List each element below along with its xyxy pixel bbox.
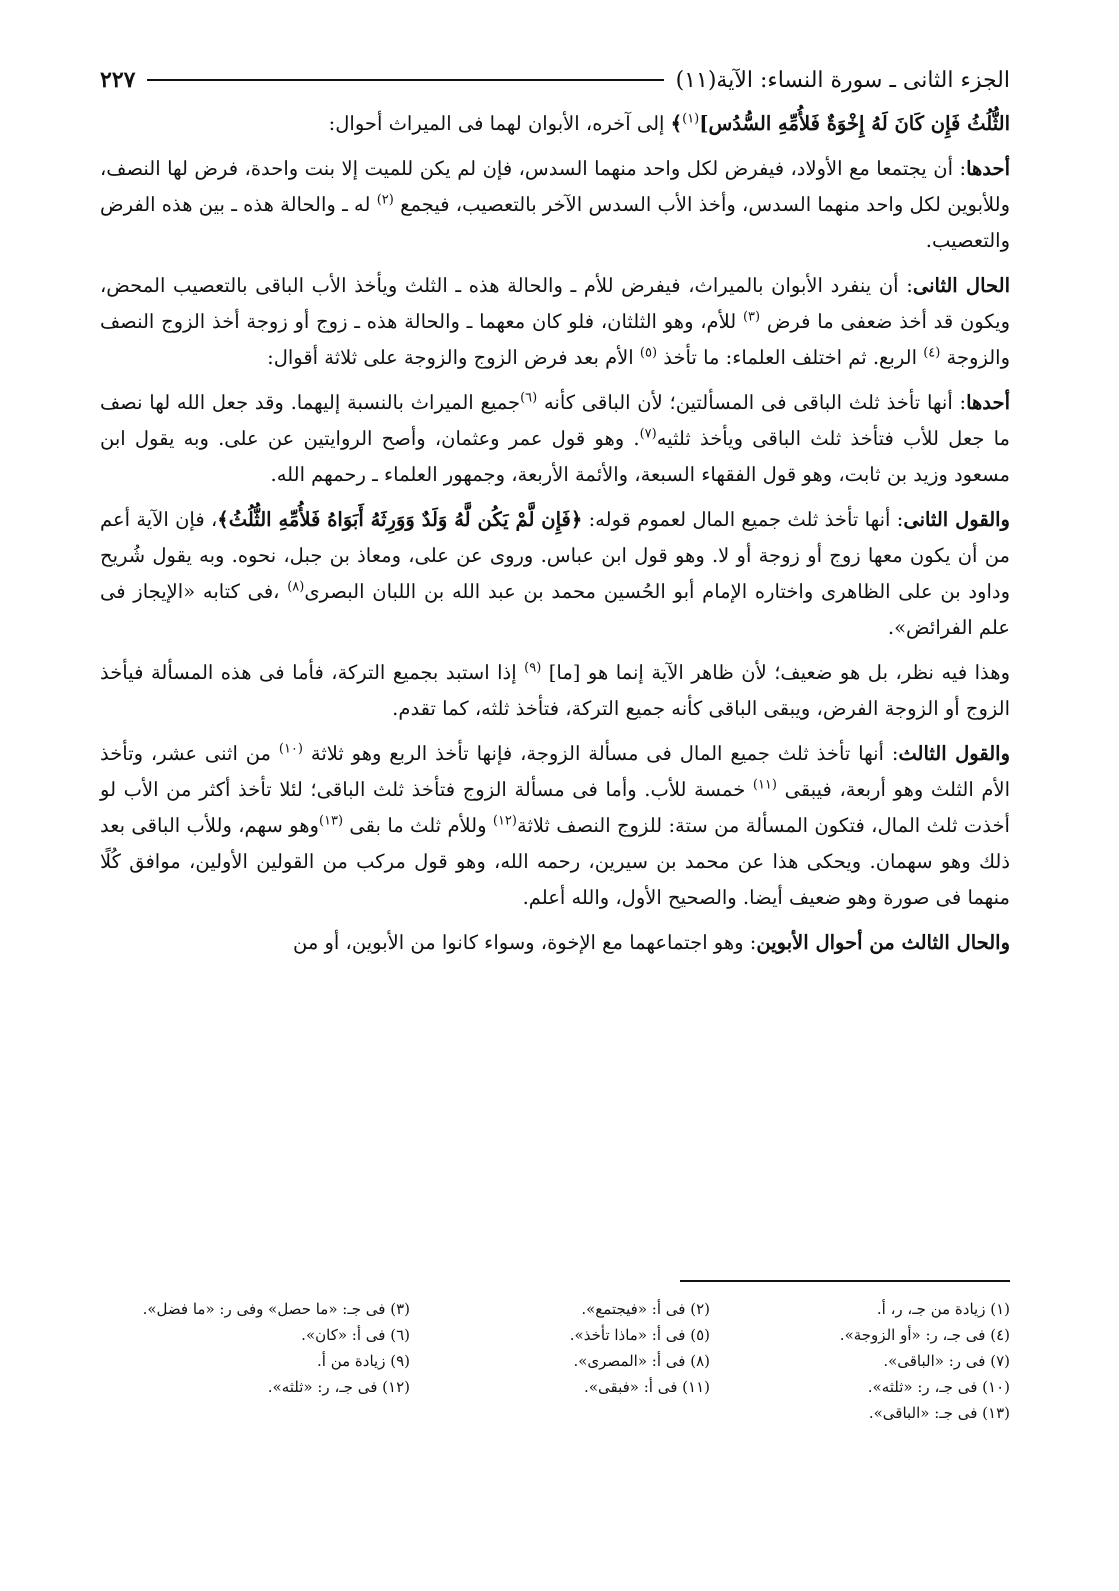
footnote: (٧) فى ر: «الباقى». xyxy=(883,1352,1010,1370)
paragraph-opinion-one xyxy=(100,385,1010,493)
paragraph-text: ، فإن الآية أعم من أن يكون معها زوج أو زوجة أو لا. وهو قول ابن عباس. وروى عن على، ومعاذ بن جبل، نحوه. وبه يقول شُريح وداود بن على الظاهرى واختاره الإمام أبو الحُسين محمد بن عبد الله بن اللبان البصرى xyxy=(100,508,1010,603)
page-number: ٢٢٧ xyxy=(100,67,136,93)
footnote-ref: (١١) xyxy=(752,777,777,793)
paragraph-text: . وهو قول عمر وعثمان، وأصح الروايتين عن على. وبه يقول ابن مسعود وزيد بن ثابت، وهو قول الفقهاء السبعة، والأئمة الأربعة، وجمهور العلماء ـ رحمهم الله. xyxy=(100,427,1010,486)
footnote-ref: (١٣) xyxy=(318,813,344,829)
footnote: (٣) فى جـ: «ما حصل» وفى ر: «ما فضل». xyxy=(142,1300,410,1318)
paragraph-text: وهذا فيه نظر، بل هو ضعيف؛ لأن ظاهر الآية إنما هو [ما] xyxy=(541,661,1010,684)
footnote-ref: (١) xyxy=(682,111,700,127)
footnote: (٩) زيادة من أ. xyxy=(317,1352,410,1370)
paragraph-text: الأم بعد فرض الزوج والزوجة على ثلاثة أقوال: xyxy=(267,346,640,369)
paragraph-verse-continuation xyxy=(100,106,1010,142)
footnote-ref: (١٠) xyxy=(278,741,303,757)
footnote: (٥) فى أ: «ماذا تأخذ». xyxy=(569,1326,710,1344)
paragraph-text: : وهو اجتماعهما مع الإخوة، وسواء كانوا من الأبوين، أو من xyxy=(293,931,757,954)
paragraph-text: للأم، وهو الثلثان، فلو كان معهما ـ والحالة هذه ـ زوج أو زوجة أخذ الزوج النصف والزوجة xyxy=(100,310,1010,369)
footnote: (٨) فى أ: «المصرى». xyxy=(573,1352,710,1370)
footnote: (٢) فى أ: «فيجتمع». xyxy=(581,1300,710,1318)
footnote-ref: (١٢) xyxy=(492,813,517,829)
paragraph-text: وللأم ثلث ما بقى xyxy=(343,814,493,837)
footnote-ref: (٤) xyxy=(923,345,941,361)
paragraph-critique xyxy=(100,655,1010,727)
quran-verse: الثُّلُثُ فَإِن كَانَ لَهُ إِخْوَةٌ فَلأُمِّهِ السُّدُس] xyxy=(699,112,1010,135)
paragraph-text: : أن يجتمعا مع الأولاد، فيفرض لكل واحد منهما السدس، فإن لم يكن للميت إلا بنت واحدة، فرض لها النصف، وللأبوين لكل واحد منهما السدس، وأخذ الأب السدس الآخر بالتعصيب، فيجمع xyxy=(100,157,1011,216)
paragraph-text: الربع. ثم اختلف العلماء: ما تأخذ xyxy=(657,346,924,369)
paragraph-case-one xyxy=(100,151,1010,259)
paragraph-text: وهو سهم، وللأب الباقى بعد ذلك وهو سهمان. ويحكى هذا عن محمد بن سيرين، رحمه الله، وهو قول مركب من القولين الأولين، موافق كُلًا منهما فى صورة وهو ضعيف أيضا. والصحيح الأول، والله أعلم. xyxy=(100,814,1010,909)
footnote: (١١) فى أ: «فبقى». xyxy=(584,1378,710,1396)
header-rule xyxy=(147,79,663,81)
paragraph-case-three xyxy=(100,925,1010,961)
section-term: الحال الثانى xyxy=(912,274,1010,297)
paragraph-text: خمسة للأب. وأما فى مسألة الزوج فتأخذ ثلث الباقى؛ لئلا تأخذ أكثر من الأب لو أخذت ثلث المال، فتكون المسألة من ستة: للزوج النصف ثلاثة xyxy=(100,778,1010,837)
section-term: والقول الثالث xyxy=(898,742,1010,765)
quran-verse: ﴿فَإِن لَّمْ يَكُن لَّهُ وَلَدٌ وَوَرِثَهُ أَبَوَاهُ فَلأُمِّهِ الثُّلُثُ﴾ xyxy=(217,508,583,531)
footnote-ref: (٧) xyxy=(639,426,657,442)
section-term: أحدها xyxy=(966,391,1011,414)
section-term: والقول الثانى xyxy=(903,508,1010,531)
paragraph-text: جميع الميراث بالنسبة إليهما. وقد جعل الله لها نصف ما جعل للأب فتأخذ ثلث الباقى ويأخذ ثلثيه xyxy=(100,391,1010,450)
paragraph-text: : أنها تأخذ ثلث جميع المال لعموم قوله: xyxy=(582,508,904,531)
footnote-rule xyxy=(680,1280,1010,1282)
section-term: أحدها xyxy=(966,157,1010,180)
paragraph-opinion-three xyxy=(100,736,1010,916)
footnote: (٤) فى جـ، ر: «أو الزوجة». xyxy=(839,1326,1010,1344)
paragraph-opinion-two xyxy=(100,502,1010,646)
section-term: والحال الثالث من أحوال الأبوين xyxy=(756,931,1010,954)
footnote-ref: (٦) xyxy=(520,390,538,406)
paragraph-case-two xyxy=(100,268,1010,376)
running-title: الجزء الثانى ـ سورة النساء: الآية(١١) xyxy=(675,67,1010,93)
page xyxy=(100,60,1011,1422)
footnote-ref: (٩) xyxy=(524,660,542,676)
paragraph-text: : أن ينفرد الأبوان بالميراث، فيفرض للأم ـ والحالة هذه ـ الثلث ويأخذ الأب الباقى بالتعصيب المحض، ويكون قد أخذ ضعفى ما فرض xyxy=(100,274,1010,333)
paragraph-text: إذا استبد بجميع التركة، فأما فى هذه المسألة فيأخذ الزوج أو الزوجة الفرض، ويبقى الباقى كأنه جميع التركة، فتأخذ ثلثه، كما تقدم. xyxy=(100,661,1010,720)
footnote: (٦) فى أ: «كان». xyxy=(301,1326,410,1344)
verse-bracket: ﴾ xyxy=(670,112,683,135)
body-text xyxy=(100,106,1010,961)
paragraph-text: إلى آخره، الأبوان لهما فى الميراث أحوال: xyxy=(328,112,671,135)
paragraph-text: ،فى كتابه «الإيجاز فى علم الفرائض». xyxy=(100,580,1010,639)
running-header xyxy=(100,60,1010,100)
footnote-ref: (٥) xyxy=(639,345,658,361)
footnote: (١) زيادة من جـ، ر، أ. xyxy=(876,1300,1010,1318)
paragraph-text: : أنها تأخذ ثلث جميع المال فى مسألة الزوجة، فإنها تأخذ الربع وهو ثلاثة xyxy=(303,742,899,765)
footnotes xyxy=(100,1298,1010,1424)
paragraph-text: : أنها تأخذ ثلث الباقى فى المسألتين؛ لأن الباقى كأنه xyxy=(537,391,967,414)
paragraph-text: له ـ والحالة هذه ـ بين هذه الفرض والتعصيب. xyxy=(100,193,1010,252)
footnote-ref: (٢) xyxy=(376,192,394,208)
footnote: (١٠) فى جـ، ر: «ثلثه». xyxy=(867,1378,1010,1396)
footnote-ref: (٣) xyxy=(742,309,761,325)
footnote: (١٣) فى جـ: «الباقى». xyxy=(868,1404,1010,1422)
footnote: (١٢) فى جـ، ر: «ثلثه». xyxy=(267,1378,410,1396)
footnote-ref: (٨) xyxy=(287,579,305,595)
paragraph-text: من اثنى عشر، وتأخذ الأم الثلث وهو أربعة، فيبقى xyxy=(100,742,1010,801)
